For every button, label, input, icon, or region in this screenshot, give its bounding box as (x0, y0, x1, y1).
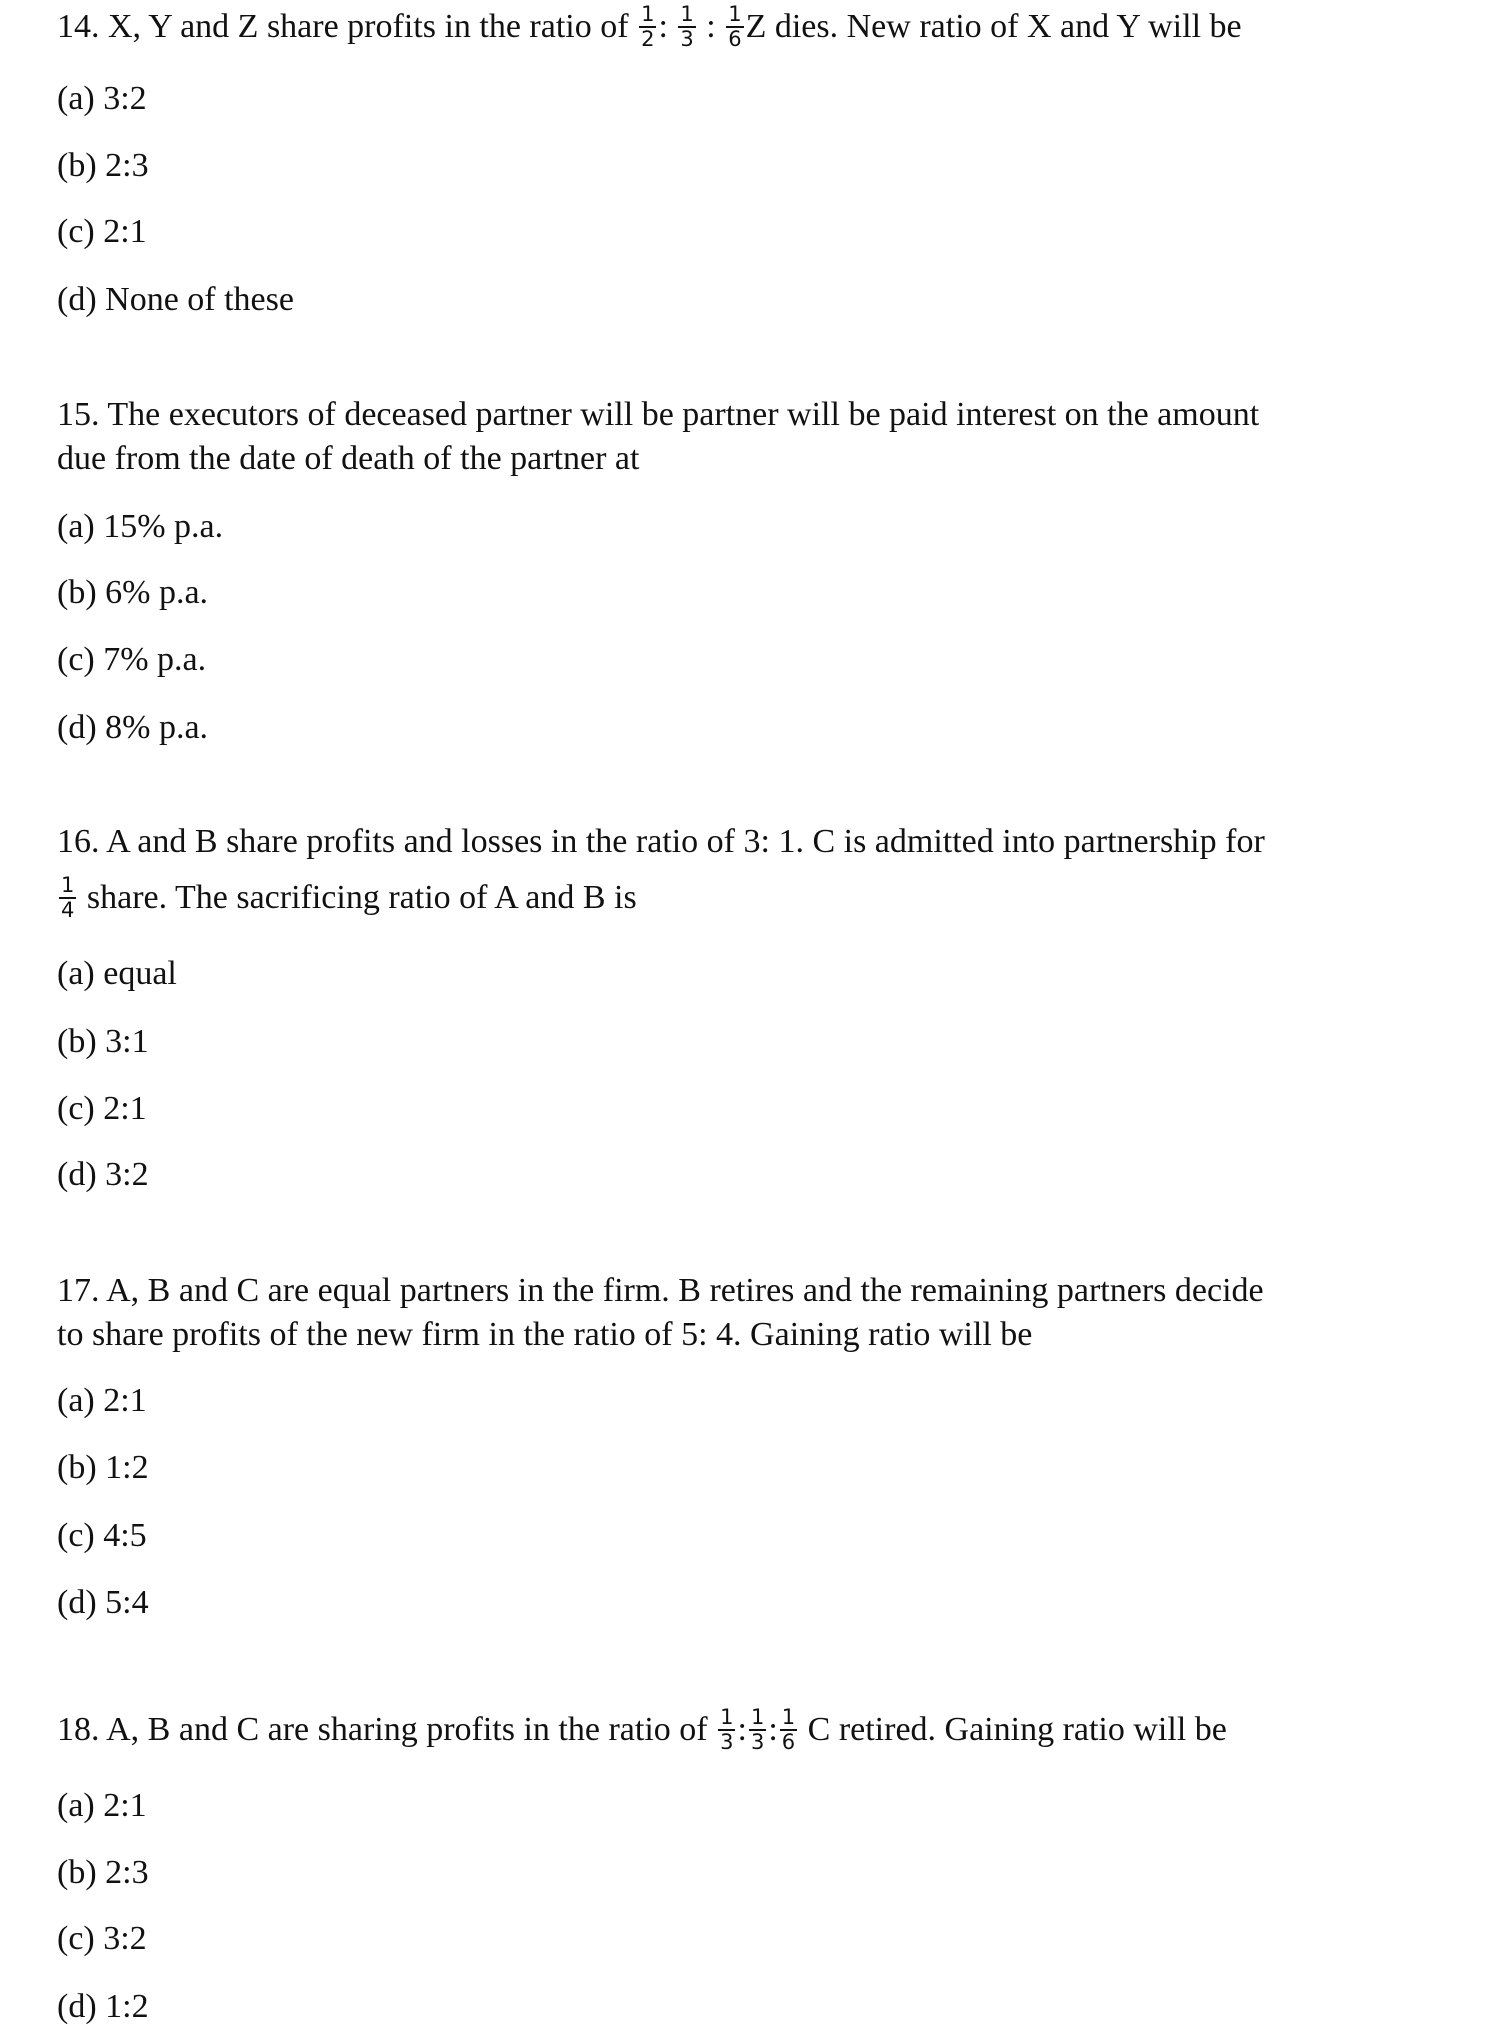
answer-option: (c) 2:1 (57, 213, 147, 250)
answer-option: (b) 2:3 (57, 1854, 149, 1891)
fraction-numerator: 1 (750, 1705, 765, 1729)
answer-option: (a) 2:1 (57, 1382, 147, 1419)
fraction (639, 3, 656, 51)
stem-text: to share profits of the new firm in the ratio of 5: 4. Gaining ratio will be (57, 1316, 1033, 1353)
fraction-denominator: 6 (781, 1730, 796, 1754)
stem-text: 17. A, B and C are equal partners in the firm. B retires and the remaining partners decide (57, 1272, 1264, 1309)
fraction (749, 1706, 766, 1754)
fraction-numerator: 1 (641, 2, 655, 26)
stem-text: : (737, 1710, 747, 1748)
answer-option: (d) None of these (57, 281, 294, 318)
question-18-stem-line (57, 1705, 1227, 1756)
answer-option: (b) 3:1 (57, 1023, 149, 1060)
answer-option: (b) 6% p.a. (57, 574, 209, 611)
fraction (678, 3, 695, 51)
fraction-denominator: 3 (750, 1730, 765, 1754)
answer-option: (a) equal (57, 955, 177, 992)
stem-text: 18. A, B and C are sharing profits in the ratio of (57, 1710, 717, 1748)
answer-option: (d) 8% p.a. (57, 709, 209, 746)
stem-text: C retired. Gaining ratio will be (799, 1710, 1227, 1748)
stem-text: 14. X, Y and Z share profits in the ratio of (57, 7, 638, 45)
fraction-numerator: 1 (720, 1705, 734, 1729)
answer-option: (d) 5:4 (57, 1584, 149, 1621)
answer-option: (c) 2:1 (57, 1090, 147, 1127)
question-14-stem-line (57, 2, 1242, 53)
stem-text: : (658, 7, 677, 45)
answer-option: (a) 3:2 (57, 80, 147, 117)
stem-text: : (768, 1710, 778, 1748)
stem-text: Z dies. New ratio of X and Y will be (745, 7, 1242, 45)
fraction-numerator: 1 (781, 1705, 796, 1729)
answer-option: (c) 7% p.a. (57, 641, 207, 678)
fraction-denominator: 3 (720, 1730, 734, 1754)
fraction (718, 1706, 735, 1754)
fraction (726, 3, 743, 51)
fraction-numerator: 1 (728, 2, 742, 26)
fraction (780, 1706, 797, 1754)
stem-text: 16. A and B share profits and losses in the ratio of 3: 1. C is admitted into partnership for (57, 823, 1265, 860)
question-15-stem-line (57, 395, 1259, 435)
fraction-numerator: 1 (61, 873, 75, 897)
fraction-numerator: 1 (680, 2, 694, 26)
stem-text: share. The sacrificing ratio of A and B is (78, 878, 637, 916)
stem-text: due from the date of death of the partner at (57, 440, 640, 477)
stem-text: 15. The executors of deceased partner will be partner will be paid interest on the amount (57, 396, 1260, 433)
answer-option: (d) 1:2 (57, 1988, 149, 2025)
fraction-denominator: 3 (680, 27, 694, 51)
answer-option: (a) 15% p.a. (57, 508, 224, 545)
fraction-denominator: 6 (728, 27, 742, 51)
answer-option: (d) 3:2 (57, 1156, 149, 1193)
answer-option: (b) 1:2 (57, 1449, 149, 1486)
answer-option: (b) 2:3 (57, 147, 149, 184)
question-16-stem-line (57, 873, 637, 924)
answer-option: (c) 4:5 (57, 1517, 147, 1554)
question-17-stem-line (57, 1315, 1032, 1355)
question-17-stem-line (57, 1271, 1264, 1311)
answer-option: (a) 2:1 (57, 1787, 147, 1824)
answer-option: (c) 3:2 (57, 1920, 147, 1957)
stem-text: : (697, 7, 725, 45)
fraction (59, 874, 76, 922)
question-15-stem-line (57, 439, 639, 479)
fraction-denominator: 4 (61, 898, 75, 922)
fraction-denominator: 2 (641, 27, 655, 51)
question-16-stem-line (57, 822, 1265, 862)
